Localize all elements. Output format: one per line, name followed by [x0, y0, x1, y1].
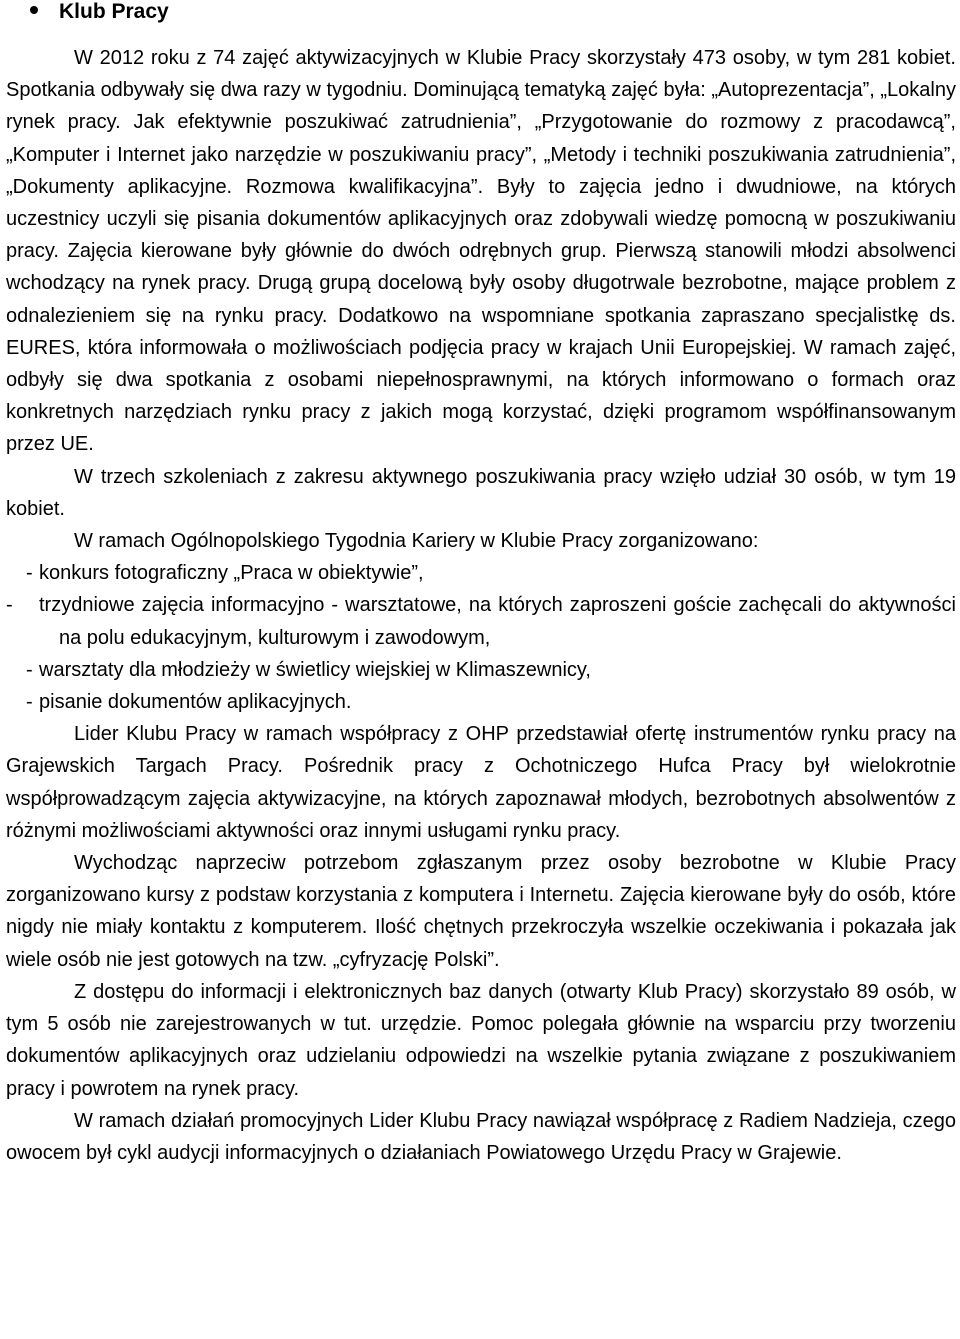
- list-item: - trzydniowe zajęcia informacyjno - warsztatowe, na których zaproszeni goście zachęcali do aktywności na polu edukacyjnym, kulturowym i zawodowym,: [6, 589, 956, 653]
- paragraph-5: Wychodząc naprzeciw potrzebom zgłaszanym przez osoby bezrobotne w Klubie Pracy zorganizowano kursy z podstaw korzystania z komputera i Internetu. Zajęcia kierowane były do osób, które nigdy nie miały kontaktu z komputerem. Ilość chętnych przekroczyła wszelkie oczekiwania i pokazała jak wiele osób nie jest gotowych na tzw. „cyfryzację Polski”.: [6, 852, 956, 971]
- document-page: [6, 0, 956, 1169]
- paragraph-4: Lider Klubu Pracy w ramach współpracy z OHP przedstawiał ofertę instrumentów rynku pracy na Grajewskich Targach Pracy. Pośrednik pracy z Ochotniczego Hufca Pracy był wielokrotnie współprowadzącym zajęcia aktywizacyjne, na których zapoznawał młodych, bezrobotnych absolwentów z różnymi możliwościami aktywności oraz innymi usługami rynku pracy.: [6, 723, 956, 842]
- list-item: - pisanie dokumentów aplikacyjnych.: [6, 686, 956, 718]
- paragraph-2: W trzech szkoleniach z zakresu aktywnego poszukiwania pracy wzięło udział 30 osób, w tym 19 kobiet.: [6, 465, 956, 520]
- section-title: Klub Pracy: [59, 0, 169, 23]
- paragraph-7: W ramach działań promocyjnych Lider Klubu Pracy nawiązał współpracę z Radiem Nadzieja, czego owocem był cykl audycji informacyjnych o działaniach Powiatowego Urzędu Pracy w Grajewie.: [6, 1109, 956, 1164]
- paragraph-6: Z dostępu do informacji i elektronicznych baz danych (otwarty Klub Pracy) skorzystało 89 osób, w tym 5 osób nie zarejestrowanych w tut. urzędzie. Pomoc polegała głównie na wsparciu przy tworzeniu dokumentów aplikacyjnych oraz udzielaniu odpowiedzi na wszelkie pytania związane z poszukiwaniem pracy i powrotem na rynek pracy.: [6, 980, 956, 1100]
- paragraph-3: W ramach Ogólnopolskiego Tygodnia Kariery w Klubie Pracy zorganizowano:: [74, 530, 759, 553]
- list-item: - warsztaty dla młodzieży w świetlicy wiejskiej w Klimaszewnicy,: [6, 654, 956, 686]
- paragraph-1: W 2012 roku z 74 zajęć aktywizacyjnych w Klubie Pracy skorzystały 473 osoby, w tym 281 kobiet. Spotkania odbywały się dwa razy w tygodniu. Dominującą tematyką zajęć była: „Autoprezentacja”, „Lokalny rynek pracy. Jak efektywnie poszukiwać zatrudnienia”, „Przygotowanie do rozmowy z pracodawcą”, „Komputer i Internet jako narzędzie w poszukiwaniu pracy”, „Metody i techniki poszukiwania zatrudnienia”, „Dokumenty aplikacyjne. Rozmowa kwalifikacyjna”. Były to zajęcia jedno i dwudniowe, na których uczestnicy uczyli się pisania dokumentów aplikacyjnych oraz zdobywali wiedzę pomocną w poszukiwaniu pracy. Zajęcia kierowane były głównie do dwóch odrębnych grup. Pierwszą stanowili młodzi absolwenci wchodzący na rynek pracy. Drugą grupą docelową były osoby długotrwale bezrobotne, mające problem z odnalezieniem się na rynku pracy. Dodatkowo na wspomniane spotkania zapraszano specjalistkę ds. EURES, która informowała o możliwościach podjęcia pracy w krajach Unii Europejskiej. W ramach zajęć, odbyły się dwa spotkania z osobami niepełnosprawnymi, na których informowano o formach oraz konkretnych narzędziach rynku pracy z jakich mogą korzystać, dzięki programom współfinansowanym przez UE.: [6, 47, 956, 456]
- section-heading-row: [6, 0, 956, 29]
- career-week-list: [6, 557, 956, 718]
- list-item: - konkurs fotograficzny „Praca w obiektywie”,: [6, 557, 956, 589]
- bullet-icon: [30, 6, 38, 14]
